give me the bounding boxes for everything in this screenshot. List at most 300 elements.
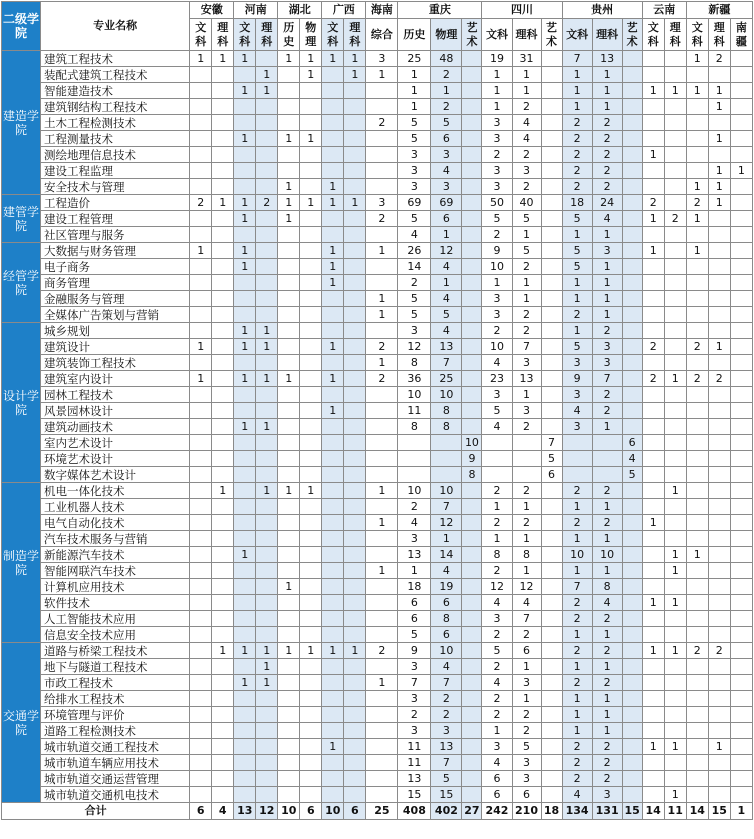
quota-cell — [642, 451, 664, 467]
quota-cell — [256, 787, 278, 803]
quota-cell — [664, 771, 686, 787]
quota-cell — [190, 435, 212, 451]
quota-cell: 1 — [234, 131, 256, 147]
quota-cell: 8 — [512, 547, 541, 563]
quota-cell: 8 — [431, 403, 462, 419]
quota-cell — [708, 147, 730, 163]
quota-cell — [664, 579, 686, 595]
quota-cell: 2 — [592, 131, 622, 147]
quota-cell — [642, 67, 664, 83]
quota-cell — [664, 659, 686, 675]
quota-cell: 4 — [512, 595, 541, 611]
quota-cell — [322, 771, 344, 787]
quota-cell — [462, 99, 482, 115]
quota-cell — [212, 179, 234, 195]
quota-cell — [366, 723, 398, 739]
quota-cell — [664, 419, 686, 435]
table-row — [2, 691, 753, 707]
quota-cell — [664, 515, 686, 531]
quota-cell — [686, 787, 708, 803]
quota-cell — [190, 739, 212, 755]
major-name-cell: 测绘地理信息技术 — [41, 147, 190, 163]
quota-cell — [730, 179, 752, 195]
major-name-cell: 环境管理与评价 — [41, 707, 190, 723]
quota-cell: 1 — [664, 563, 686, 579]
major-name-cell: 城乡规划 — [41, 323, 190, 339]
quota-cell — [730, 195, 752, 211]
quota-cell: 1 — [278, 579, 300, 595]
quota-cell — [322, 499, 344, 515]
quota-cell: 3 — [512, 355, 541, 371]
quota-cell — [512, 451, 541, 467]
quota-cell — [366, 499, 398, 515]
quota-cell: 7 — [592, 371, 622, 387]
quota-cell — [622, 99, 642, 115]
quota-cell — [462, 771, 482, 787]
quota-cell: 2 — [512, 99, 541, 115]
quota-cell — [366, 659, 398, 675]
quota-cell — [664, 147, 686, 163]
quota-cell — [212, 579, 234, 595]
quota-cell — [664, 275, 686, 291]
quota-cell: 1 — [482, 67, 512, 83]
quota-cell — [622, 323, 642, 339]
quota-cell: 1 — [234, 51, 256, 67]
quota-cell — [300, 579, 322, 595]
quota-cell: 2 — [431, 691, 462, 707]
quota-cell — [462, 419, 482, 435]
quota-cell — [322, 467, 344, 483]
quota-cell — [562, 435, 592, 451]
quota-cell: 1 — [592, 419, 622, 435]
quota-cell: 1 — [234, 371, 256, 387]
quota-cell — [541, 163, 562, 179]
quota-cell — [462, 707, 482, 723]
quota-cell — [190, 787, 212, 803]
quota-cell — [664, 323, 686, 339]
quota-cell: 2 — [592, 611, 622, 627]
table-row — [2, 403, 753, 419]
quota-cell — [730, 467, 752, 483]
quota-cell — [730, 259, 752, 275]
quota-cell: 10 — [592, 547, 622, 563]
quota-cell: 1 — [278, 179, 300, 195]
quota-cell — [278, 387, 300, 403]
quota-cell — [278, 291, 300, 307]
total-cell: 402 — [431, 803, 462, 820]
quota-cell: 1 — [592, 723, 622, 739]
quota-cell — [664, 723, 686, 739]
quota-cell — [541, 115, 562, 131]
quota-cell — [212, 611, 234, 627]
quota-cell — [212, 211, 234, 227]
quota-cell: 5 — [398, 291, 431, 307]
quota-cell — [344, 307, 366, 323]
quota-cell — [366, 99, 398, 115]
major-name-cell: 地下与隧道工程技术 — [41, 659, 190, 675]
quota-cell: 6 — [622, 435, 642, 451]
quota-cell — [708, 115, 730, 131]
enrollment-plan-table — [1, 1, 753, 820]
quota-cell — [278, 771, 300, 787]
quota-cell: 1 — [278, 195, 300, 211]
quota-cell: 1 — [512, 387, 541, 403]
quota-cell — [278, 659, 300, 675]
quota-cell — [256, 547, 278, 563]
quota-cell — [322, 67, 344, 83]
quota-cell — [708, 579, 730, 595]
quota-cell: 1 — [278, 131, 300, 147]
quota-cell — [708, 355, 730, 371]
quota-cell: 11 — [398, 739, 431, 755]
quota-cell — [278, 739, 300, 755]
total-cell: 15 — [622, 803, 642, 820]
quota-cell: 1 — [562, 83, 592, 99]
quota-cell — [686, 467, 708, 483]
quota-cell: 2 — [592, 147, 622, 163]
quota-cell — [278, 275, 300, 291]
quota-cell — [190, 131, 212, 147]
quota-cell — [234, 755, 256, 771]
quota-cell: 1 — [592, 67, 622, 83]
quota-cell: 1 — [512, 67, 541, 83]
quota-cell — [642, 691, 664, 707]
quota-cell — [686, 627, 708, 643]
quota-cell: 1 — [366, 67, 398, 83]
quota-cell — [256, 467, 278, 483]
quota-cell: 13 — [431, 339, 462, 355]
quota-cell — [256, 291, 278, 307]
table-row — [2, 755, 753, 771]
quota-cell — [462, 227, 482, 243]
quota-cell — [664, 627, 686, 643]
quota-cell — [398, 467, 431, 483]
total-cell: 6 — [300, 803, 322, 820]
quota-cell — [592, 435, 622, 451]
subject-header: 艺术 — [541, 19, 562, 51]
quota-cell — [190, 99, 212, 115]
quota-cell — [622, 243, 642, 259]
quota-cell: 1 — [708, 739, 730, 755]
quota-cell — [462, 659, 482, 675]
quota-cell: 1 — [512, 275, 541, 291]
quota-cell: 3 — [366, 195, 398, 211]
quota-cell — [642, 259, 664, 275]
quota-cell: 1 — [256, 67, 278, 83]
quota-cell: 1 — [190, 339, 212, 355]
quota-cell: 1 — [256, 675, 278, 691]
quota-cell — [730, 83, 752, 99]
quota-cell — [730, 147, 752, 163]
quota-cell: 1 — [366, 675, 398, 691]
quota-cell: 4 — [562, 787, 592, 803]
quota-cell — [730, 403, 752, 419]
quota-cell — [541, 275, 562, 291]
quota-cell — [622, 579, 642, 595]
quota-cell — [642, 659, 664, 675]
quota-cell: 1 — [234, 211, 256, 227]
quota-cell: 1 — [642, 643, 664, 659]
quota-cell — [541, 99, 562, 115]
quota-cell: 1 — [708, 179, 730, 195]
quota-cell: 2 — [366, 115, 398, 131]
quota-cell: 8 — [462, 467, 482, 483]
quota-cell: 1 — [256, 643, 278, 659]
table-row — [2, 67, 753, 83]
quota-cell — [366, 595, 398, 611]
major-name-cell: 汽车技术服务与营销 — [41, 531, 190, 547]
quota-cell: 2 — [642, 371, 664, 387]
quota-cell — [622, 419, 642, 435]
quota-cell — [541, 371, 562, 387]
major-name-cell: 风景园林设计 — [41, 403, 190, 419]
quota-cell — [541, 83, 562, 99]
quota-cell: 1 — [278, 51, 300, 67]
quota-cell: 10 — [482, 259, 512, 275]
quota-cell — [462, 403, 482, 419]
quota-cell — [462, 307, 482, 323]
quota-cell: 1 — [398, 563, 431, 579]
quota-cell: 2 — [190, 195, 212, 211]
quota-cell: 1 — [300, 131, 322, 147]
major-name-cell: 建筑室内设计 — [41, 371, 190, 387]
quota-cell: 19 — [482, 51, 512, 67]
quota-cell — [256, 275, 278, 291]
major-name-cell: 智能建造技术 — [41, 83, 190, 99]
province-header: 新疆 — [686, 2, 752, 19]
quota-cell — [708, 707, 730, 723]
quota-cell: 1 — [212, 643, 234, 659]
quota-cell: 5 — [431, 115, 462, 131]
quota-cell — [322, 595, 344, 611]
table-row — [2, 355, 753, 371]
quota-cell: 1 — [278, 371, 300, 387]
quota-cell — [664, 387, 686, 403]
subject-header: 理科 — [512, 19, 541, 51]
quota-cell: 1 — [512, 659, 541, 675]
quota-cell — [234, 99, 256, 115]
quota-cell — [708, 211, 730, 227]
quota-cell — [190, 467, 212, 483]
quota-cell: 1 — [322, 275, 344, 291]
quota-cell — [366, 323, 398, 339]
quota-cell — [462, 163, 482, 179]
quota-cell — [686, 579, 708, 595]
quota-cell — [541, 707, 562, 723]
quota-cell: 2 — [482, 659, 512, 675]
quota-cell: 5 — [562, 339, 592, 355]
quota-cell — [541, 483, 562, 499]
quota-cell: 2 — [642, 339, 664, 355]
quota-cell: 1 — [642, 147, 664, 163]
quota-cell — [642, 131, 664, 147]
table-row — [2, 323, 753, 339]
table-row — [2, 675, 753, 691]
quota-cell — [541, 419, 562, 435]
quota-cell: 1 — [592, 227, 622, 243]
quota-cell — [622, 771, 642, 787]
quota-cell — [300, 547, 322, 563]
quota-cell — [462, 131, 482, 147]
quota-cell: 1 — [322, 195, 344, 211]
quota-cell — [462, 611, 482, 627]
quota-cell — [686, 531, 708, 547]
quota-cell: 7 — [398, 675, 431, 691]
total-cell: 12 — [256, 803, 278, 820]
major-name-cell: 智能网联汽车技术 — [41, 563, 190, 579]
quota-cell — [730, 67, 752, 83]
quota-cell: 3 — [398, 531, 431, 547]
quota-cell: 5 — [512, 211, 541, 227]
quota-cell: 6 — [398, 611, 431, 627]
province-header: 四川 — [482, 2, 562, 19]
quota-cell — [642, 115, 664, 131]
quota-cell — [212, 675, 234, 691]
quota-cell — [730, 707, 752, 723]
quota-cell: 4 — [562, 403, 592, 419]
table-row — [2, 451, 753, 467]
quota-cell — [730, 531, 752, 547]
quota-cell: 1 — [234, 675, 256, 691]
quota-cell — [256, 499, 278, 515]
quota-cell — [300, 787, 322, 803]
quota-cell — [234, 483, 256, 499]
quota-cell — [664, 403, 686, 419]
quota-cell — [344, 243, 366, 259]
quota-cell — [622, 531, 642, 547]
table-row — [2, 707, 753, 723]
quota-cell: 1 — [686, 547, 708, 563]
quota-cell: 1 — [664, 595, 686, 611]
quota-cell: 2 — [512, 483, 541, 499]
quota-cell — [462, 691, 482, 707]
quota-cell — [234, 515, 256, 531]
quota-cell: 1 — [664, 787, 686, 803]
quota-cell: 10 — [431, 387, 462, 403]
quota-cell — [322, 211, 344, 227]
quota-cell — [730, 547, 752, 563]
quota-cell: 1 — [256, 419, 278, 435]
quota-cell — [234, 563, 256, 579]
quota-cell: 2 — [592, 323, 622, 339]
major-name-cell: 城市轨道交通运营管理 — [41, 771, 190, 787]
quota-cell: 1 — [664, 739, 686, 755]
quota-cell — [300, 419, 322, 435]
total-cell: 27 — [462, 803, 482, 820]
quota-cell — [322, 435, 344, 451]
quota-cell — [300, 83, 322, 99]
quota-cell — [322, 515, 344, 531]
quota-cell — [234, 387, 256, 403]
quota-cell — [344, 755, 366, 771]
quota-cell: 10 — [462, 435, 482, 451]
quota-cell — [708, 675, 730, 691]
quota-cell — [686, 323, 708, 339]
quota-cell — [234, 115, 256, 131]
quota-cell — [642, 227, 664, 243]
quota-cell — [622, 371, 642, 387]
quota-cell — [622, 227, 642, 243]
quota-cell — [300, 595, 322, 611]
subject-header: 文科 — [642, 19, 664, 51]
quota-cell — [462, 211, 482, 227]
quota-cell — [462, 531, 482, 547]
quota-cell — [730, 771, 752, 787]
quota-cell — [344, 83, 366, 99]
quota-cell — [322, 387, 344, 403]
quota-cell — [462, 563, 482, 579]
quota-cell — [622, 259, 642, 275]
quota-cell: 2 — [686, 371, 708, 387]
quota-cell — [541, 659, 562, 675]
quota-cell — [622, 483, 642, 499]
quota-cell — [730, 307, 752, 323]
quota-cell: 1 — [322, 179, 344, 195]
quota-cell — [278, 515, 300, 531]
major-name-cell: 室内艺术设计 — [41, 435, 190, 451]
quota-cell — [322, 611, 344, 627]
quota-cell — [300, 627, 322, 643]
quota-cell — [708, 515, 730, 531]
quota-cell — [708, 291, 730, 307]
quota-cell — [541, 227, 562, 243]
quota-cell — [664, 227, 686, 243]
quota-cell — [278, 531, 300, 547]
quota-cell — [256, 51, 278, 67]
quota-cell — [431, 451, 462, 467]
quota-cell — [664, 131, 686, 147]
quota-cell — [190, 691, 212, 707]
quota-cell — [322, 163, 344, 179]
quota-cell: 18 — [562, 195, 592, 211]
quota-cell — [234, 723, 256, 739]
quota-cell: 48 — [431, 51, 462, 67]
quota-cell: 1 — [686, 179, 708, 195]
subject-header: 物理 — [431, 19, 462, 51]
quota-cell: 1 — [300, 643, 322, 659]
quota-cell: 1 — [562, 227, 592, 243]
quota-cell — [541, 243, 562, 259]
quota-cell: 12 — [431, 515, 462, 531]
quota-cell — [190, 579, 212, 595]
quota-cell: 1 — [664, 547, 686, 563]
quota-cell — [212, 419, 234, 435]
quota-cell: 4 — [431, 659, 462, 675]
quota-cell — [234, 531, 256, 547]
quota-cell — [256, 387, 278, 403]
quota-cell: 2 — [512, 627, 541, 643]
quota-cell — [642, 563, 664, 579]
quota-cell: 2 — [562, 163, 592, 179]
major-name-cell: 商务管理 — [41, 275, 190, 291]
quota-cell — [541, 627, 562, 643]
quota-cell — [344, 627, 366, 643]
quota-cell — [278, 227, 300, 243]
quota-cell — [212, 339, 234, 355]
quota-cell: 1 — [256, 483, 278, 499]
quota-cell — [256, 179, 278, 195]
total-cell: 242 — [482, 803, 512, 820]
quota-cell — [256, 243, 278, 259]
quota-cell — [664, 291, 686, 307]
quota-cell — [278, 83, 300, 99]
quota-cell: 3 — [482, 739, 512, 755]
quota-cell — [190, 179, 212, 195]
quota-cell: 31 — [512, 51, 541, 67]
quota-cell: 1 — [322, 739, 344, 755]
quota-cell — [234, 179, 256, 195]
quota-cell — [686, 307, 708, 323]
